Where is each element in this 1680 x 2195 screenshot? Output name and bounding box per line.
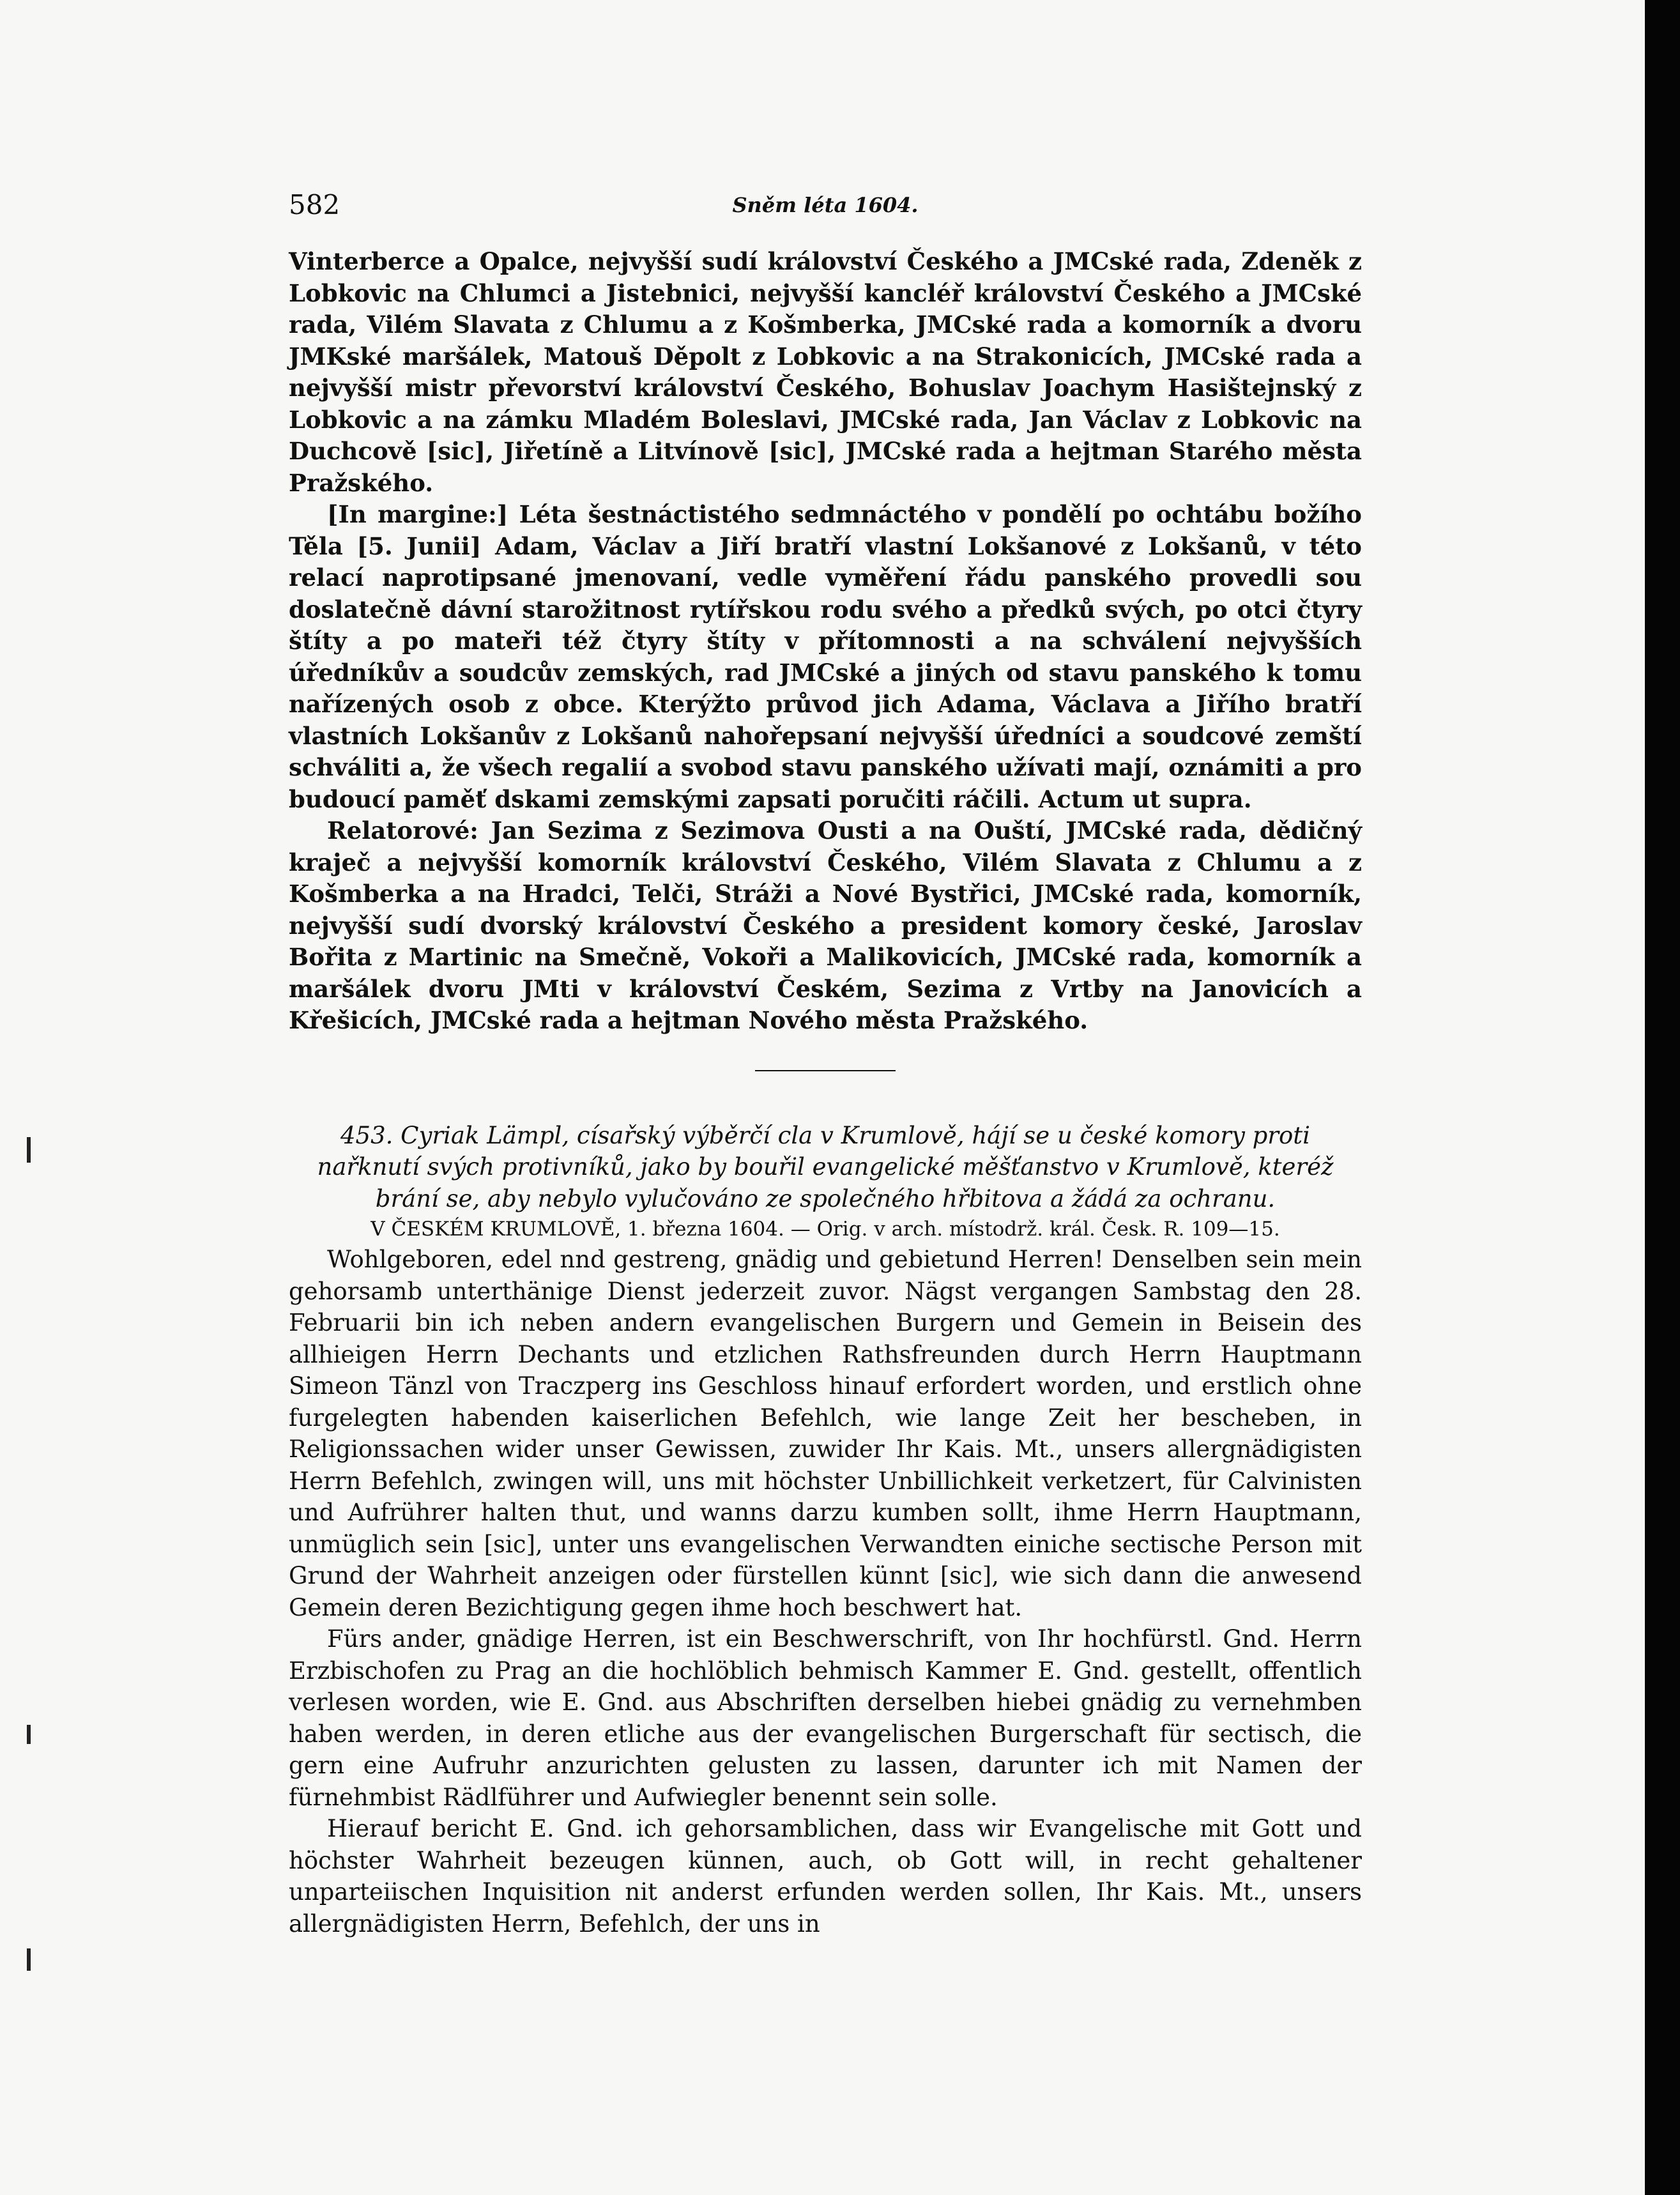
page-body (289, 246, 1362, 1939)
binding-mark (27, 1948, 31, 1971)
document-source: V ČESKÉM KRUMLOVĚ, 1. března 1604. — Orig. v arch. místodrž. král. Česk. R. 109—15. (370, 1218, 1280, 1241)
document-paragraph: Wohlgeboren, edel nnd gestreng, gnädig und gebietund Herren! Denselben sein mein gehorsamb unterthänige Dienst jederzeit zuvor. Nägst vergangen Sambstag den 28. Februarii bin ich neben andern evangelischen Burgern und Gemein in Beisein des allhieigen Herrn Dechants und etzlichen Rathsfreunden durch Herrn Hauptmann Simeon Tänzl von Traczperg ins Geschloss hinauf erfordert worden, und erstlich ohne furgelegten habenden kaiserlichen Befehlch, wie lange Zeit her bescheben, in Religionssachen wider unser Gewissen, zuwider Ihr Kais. Mt., unsers allergnädigisten Herrn Befehlch, zwingen will, uns mit höchster Unbillichkeit verketzert, für Calvinisten und Aufrührer halten thut, und wanns darzu kumben sollt, ihme Herrn Hauptmann, unmüglich sein [sic], unter uns evangelischen Verwandten einiche sectische Person mit Grund der Wahrheit anzeigen oder fürstellen künnt [sic], wie sich dann die anwesend Gemein deren Bezichtigung gegen ihme hoch beschwert hat. (289, 1246, 1362, 1621)
prev-document-paragraph: Relatorové: Jan Sezima z Sezimova Ousti a na Ouští, JMCské rada, dědičný kraječ a nejvyšší komorník království Českého, Vilém Slavata z Chlumu a z Košmberka a na Hradci, Telči, Stráži a Nové Bystřici, JMCské rada, komorník, nejvyšší sudí dvorský království Českého a president komory české, Jaroslav Bořita z Martinic na Smečně, Vokoři a Malikovicích, JMCské rada, komorník a maršálek dvoru JMti v království Českém, Sezima z Vrtby na Janovicích a Křešicích, JMCské rada a hejtman Nového města Pražského. (289, 816, 1362, 1034)
running-title: Sněm léta 1604. (732, 193, 919, 217)
page-header (289, 189, 1362, 227)
prev-document-paragraph: Vinterberce a Opalce, nejvyšší sudí království Českého a JMCské rada, Zdeněk z Lobkovic na Chlumci a Jistebnici, nejvyšší kancléř království Českého a JMCské rada, Vilém Slavata z Chlumu a z Košmberka, JMCské rada a komorník a dvoru JMKské maršálek, Matouš Děpolt z Lobkovic a na Strakonicích, JMCské rada a nejvyšší mistr převorství království Českého, Bohuslav Joachym Hasištejnský z Lobkovic a na zámku Mladém Boleslavi, JMCské rada, Jan Václav z Lobkovic na Duchcově [sic], Jiřetíně a Litvínově [sic], JMCské rada a hejtman Starého města Pražského. (289, 247, 1362, 497)
document-paragraph: Fürs ander, gnädige Herren, ist ein Beschwerschrift, von Ihr hochfürstl. Gnd. Herrn Erzbischofen zu Prag an die hochlöblich behmisch Kammer E. Gnd. gestellt, offentlich verlesen worden, wie E. Gnd. aus Abschriften derselben hiebei gnädig zu vernehmben haben werden, in deren etliche aus der evangelischen Burgerschaft für sectisch, die gern eine Aufruhr anzurichten gelusten zu lassen, darunter ich mit Namen der fürnehmbist Rädlführer und Aufwiegler benennt sein solle. (289, 1625, 1362, 1811)
binding-mark (27, 1725, 31, 1744)
binding-mark (27, 1137, 31, 1163)
document-title: 453. Cyriak Lämpl, císařský výběrčí cla v Krumlově, hájí se u české komory proti nařknutí svých protivníků, jako by bouřil evangelické měšťanstvo v Krumlově, kteréž brání se, aby nebylo vylučováno ze společného hřbitova a žádá za ochranu. (317, 1121, 1334, 1212)
section-divider (755, 1070, 896, 1071)
prev-document-paragraph: [In margine:] Léta šestnáctistého sedmnáctého v pondělí po ochtábu božího Těla [5. Junii] Adam, Václav a Jiří bratří vlastní Lokšanové z Lokšanů, v této relací naprotipsané jmenovaní, vedle vyměření řádu panského provedli sou doslatečně dávní starožitnost rytířskou rodu svého a předků svých, po otci čtyry štíty a po mateři též čtyry štíty v přítomnosti a na schválení nejvyšších úředníkův a soudcův zemských, rad JMCské a jiných od stavu panského k tomu nařízených osob z obce. Kterýžto průvod jich Adama, Václava a Jiřího bratří vlastních Lokšanův z Lokšanů nahořepsaní nejvyšší úředníci a soudcové zemští schváliti a, že všech regalií a svobod stavu panského užívati mají, oznámiti a pro budoucí paměť dskami zemskými zapsati poručiti ráčili. Actum ut supra. (289, 500, 1362, 813)
page-number: 582 (289, 189, 340, 220)
document-paragraph: Hierauf bericht E. Gnd. ich gehorsamblichen, dass wir Evangelische mit Gott und höchster Wahrheit bezeugen künnen, auch, ob Gott will, in recht gehaltener unparteiischen Inquisition nit anderst erfunden werden sollen, Ihr Kais. Mt., unsers allergnädigisten Herrn, Befehlch, der uns in (289, 1815, 1362, 1938)
